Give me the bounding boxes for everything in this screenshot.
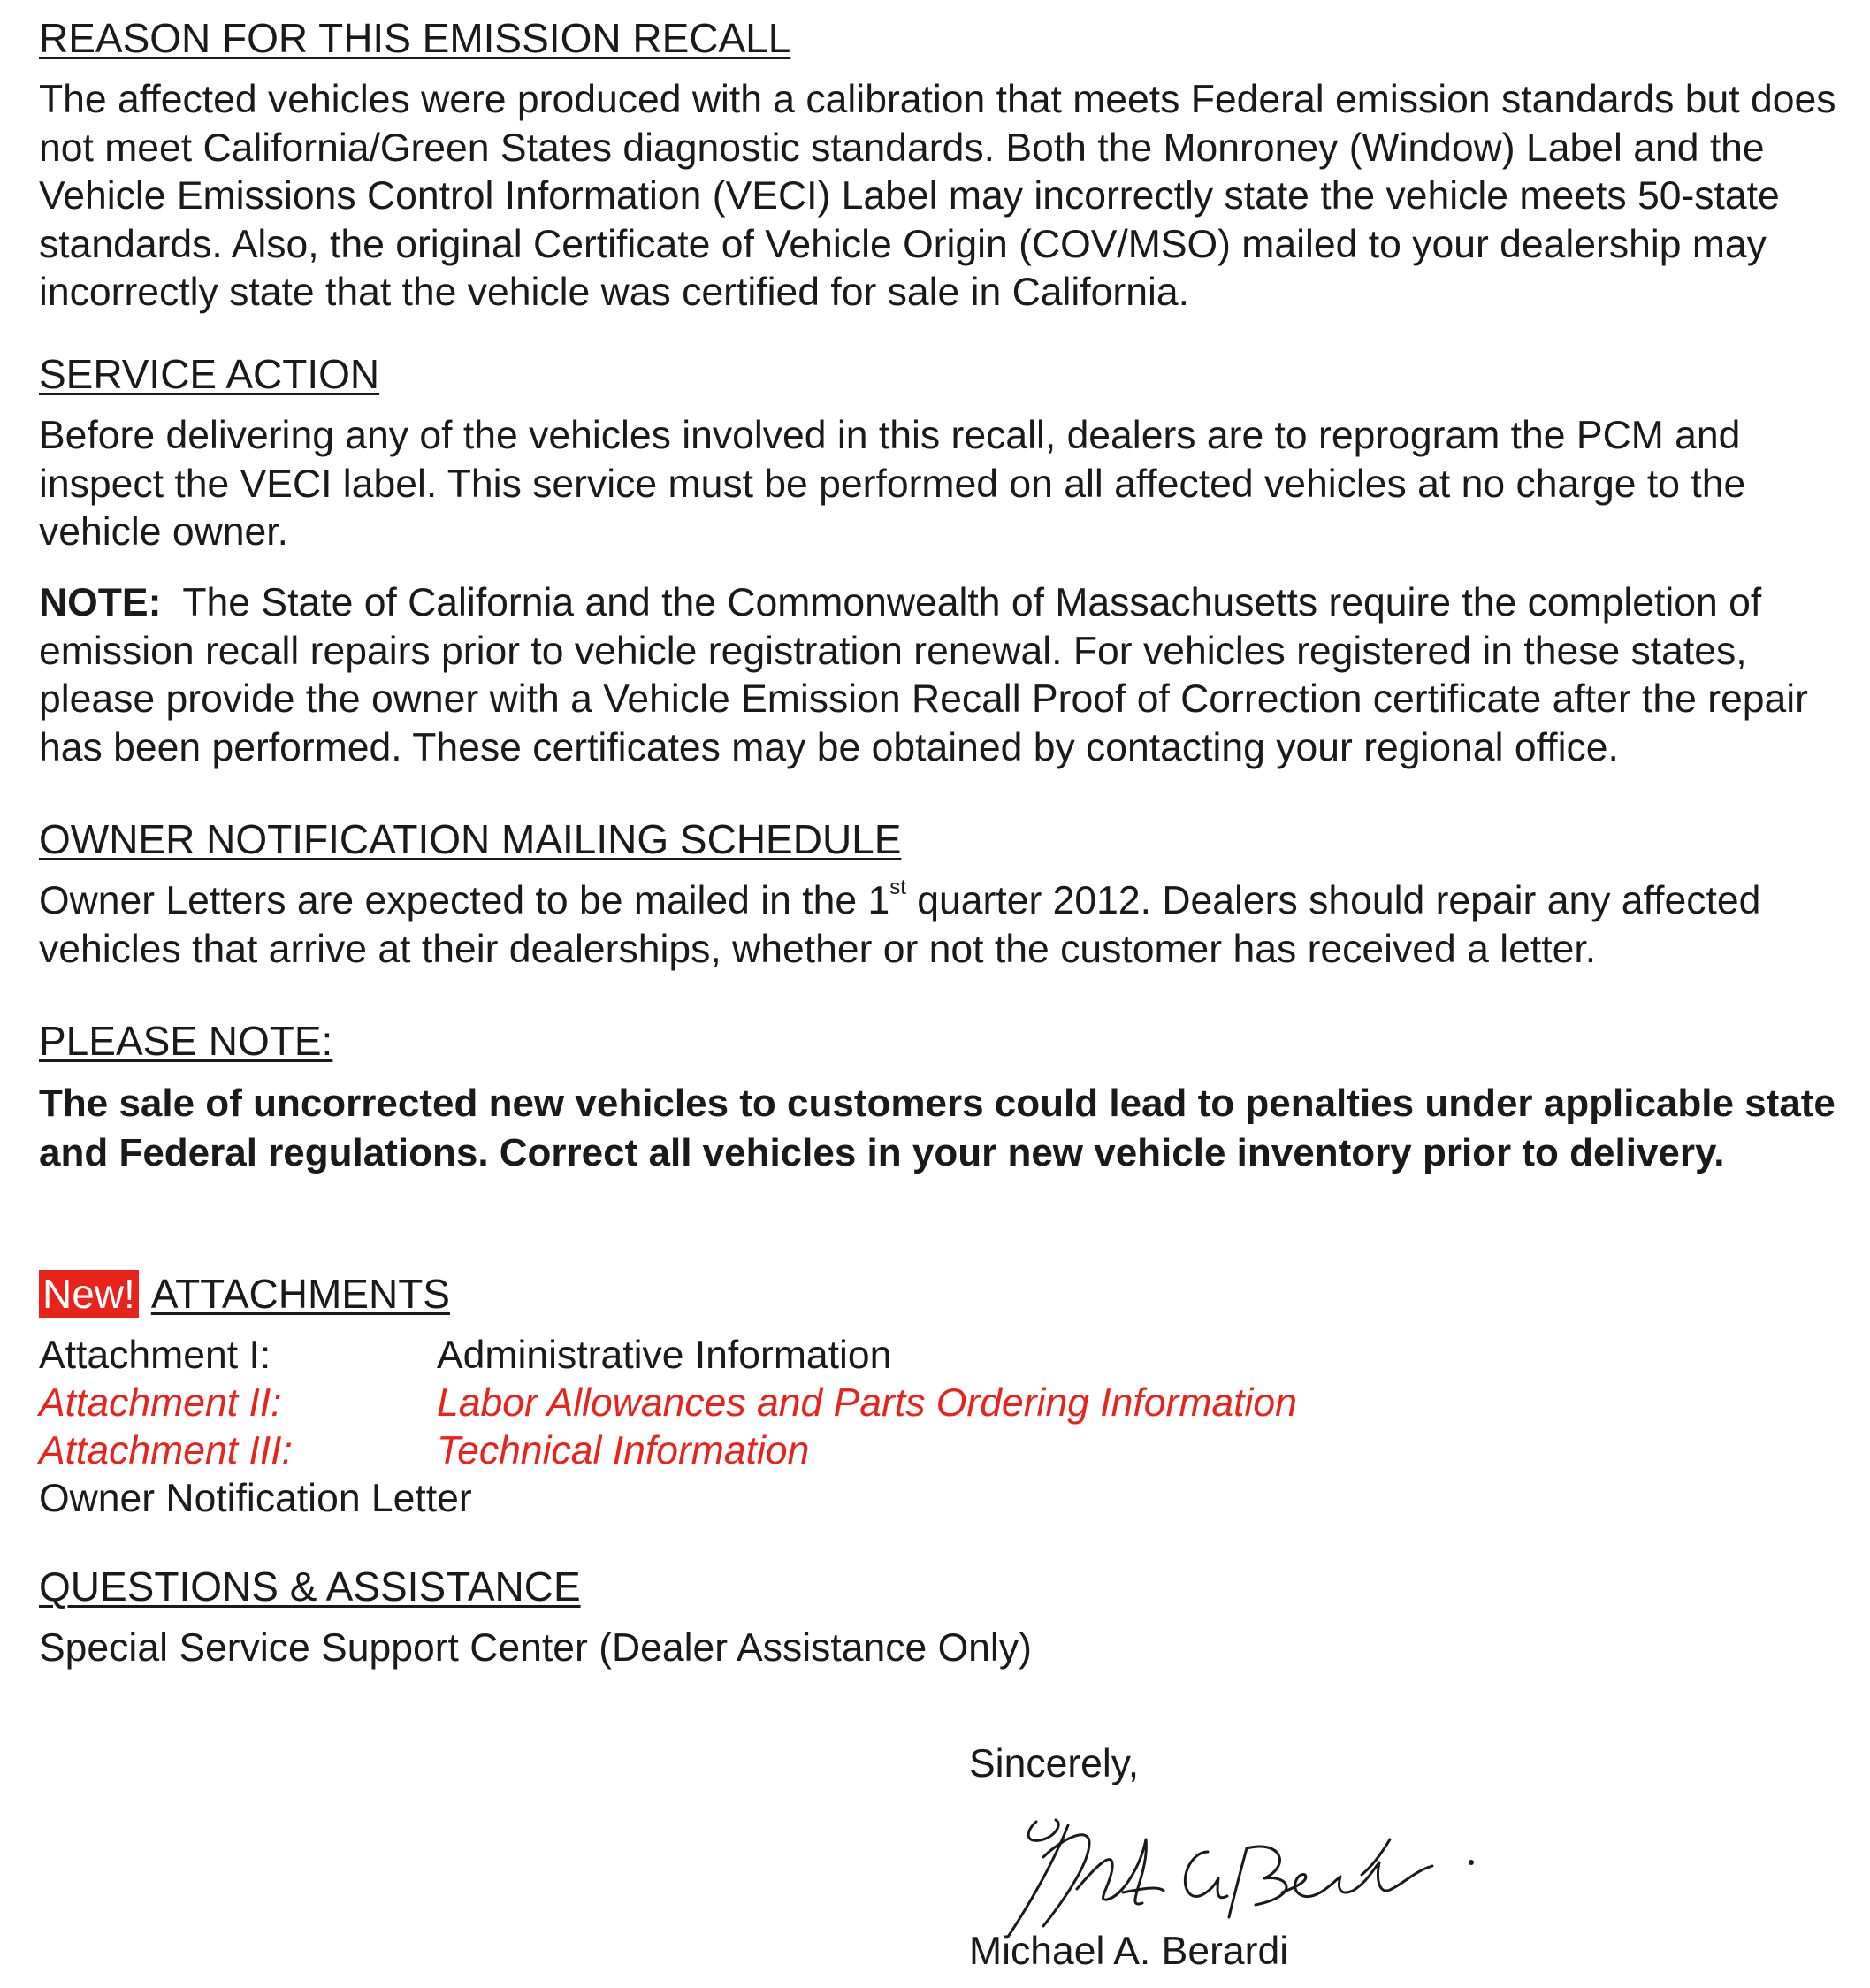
attachment-label: Attachment I:	[39, 1334, 271, 1377]
attachment-label: Attachment III:	[39, 1429, 293, 1472]
signer-name: Michael A. Berardi	[969, 1930, 1289, 1973]
recall-document	[39, 0, 1860, 1988]
mailing-body-sup: st	[889, 875, 906, 899]
service-action-heading: SERVICE ACTION	[39, 351, 380, 397]
note-paragraph	[39, 579, 1869, 772]
questions-heading: QUESTIONS & ASSISTANCE	[39, 1564, 581, 1610]
attachment-desc: Administrative Information	[437, 1334, 892, 1377]
service-action-body: Before delivering any of the vehicles involved in this recall, dealers are to reprogram the PCM and inspect the VECI label. This service must be performed on all affected vehicles at no charge to the vehicle owner.	[39, 414, 1746, 554]
mailing-body	[39, 877, 1869, 974]
note-body: The State of California and the Commonwealth of Massachusetts require the completion of emission recall repairs prior to vehicle registration renewal. For vehicles registered in these states, please provide the owner with a Vehicle Emission Recall Proof of Correction certificate after the repair has been performed. These certificates may be obtained by contacting your regional office.	[39, 581, 1809, 769]
attachment-label: Attachment II:	[39, 1381, 282, 1425]
signature-image	[990, 1804, 1485, 1946]
mailing-heading: OWNER NOTIFICATION MAILING SCHEDULE	[39, 816, 902, 862]
salutation: Sincerely,	[969, 1742, 1140, 1785]
attachment-label: Owner Notification Letter	[39, 1477, 472, 1520]
questions-body: Special Service Support Center (Dealer Assistance Only)	[39, 1626, 1032, 1670]
please-note-heading: PLEASE NOTE:	[39, 1018, 333, 1064]
new-badge: New!	[39, 1270, 139, 1318]
reason-heading: REASON FOR THIS EMISSION RECALL	[39, 15, 791, 61]
attachments-heading-row	[39, 1270, 450, 1318]
attachment-desc: Labor Allowances and Parts Ordering Information	[437, 1381, 1297, 1425]
attachment-desc: Technical Information	[437, 1429, 810, 1472]
reason-body: The affected vehicles were produced with a calibration that meets Federal emission standards but does not meet California/Green States diagnostic standards. Both the Monroney (Window) Label and the Vehicle Emissions Control Information (VECI) Label may incorrectly state the vehicle meets 50-state standards. Also, the original Certificate of Vehicle Origin (COV/MSO) mailed to your dealership may incorrectly state that the vehicle was certified for sale in California.	[39, 78, 1836, 314]
mailing-body-post: quarter 2012. Dealers should repair any affected vehicles that arrive at their dealerships, whether or not the customer has received a letter.	[39, 879, 1761, 971]
mailing-body-pre: Owner Letters are expected to be mailed in the 1	[39, 879, 890, 922]
please-note-body: The sale of uncorrected new vehicles to customers could lead to penalties under applicable state and Federal regulations. Correct all vehicles in your new vehicle inventory prior to delivery.	[39, 1082, 1836, 1174]
attachments-heading: ATTACHMENTS	[150, 1271, 450, 1317]
note-label: NOTE:	[39, 581, 162, 624]
